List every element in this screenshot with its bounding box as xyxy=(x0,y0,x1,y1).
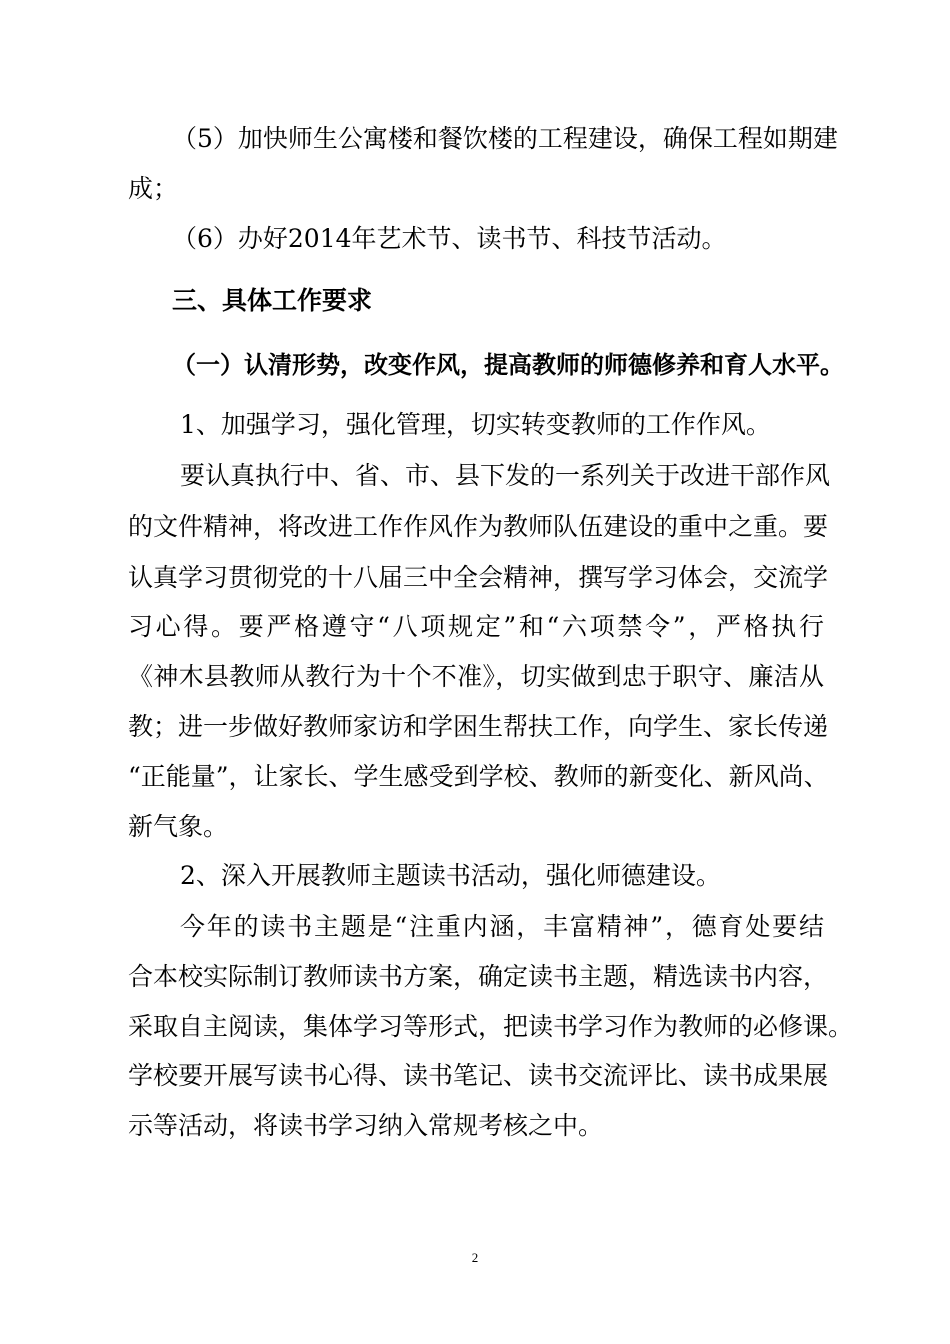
point-2-body-line: 学校要开展写读书心得、读书笔记、读书交流评比、读书成果展 xyxy=(128,1061,829,1090)
point-1-body-line: “正能量”，让家长、学生感受到学校、教师的新变化、新风尚、 xyxy=(128,762,829,791)
point-1-body-line: 教；进一步做好教师家访和学困生帮扶工作，向学生、家长传递 xyxy=(128,712,829,741)
subsection-1-heading: （一）认清形势，改变作风，提高教师的师德修养和育人水平。 xyxy=(172,350,844,379)
point-1-body-line: 《神木县教师从教行为十个不准》，切实做到忠于职守、廉洁从 xyxy=(128,662,824,691)
point-2-heading: 2、深入开展教师主题读书活动，强化师德建设。 xyxy=(180,861,721,890)
section-3-heading: 三、具体工作要求 xyxy=(172,286,373,315)
item-5-line-1: （5）加快师生公寓楼和餐饮楼的工程建设，确保工程如期建 xyxy=(172,124,838,153)
point-1-body-line: 认真学习贯彻党的十八届三中全会精神，撰写学习体会，交流学 xyxy=(128,563,829,592)
page-number: 2 xyxy=(471,1250,479,1265)
point-1-body-line: 要认真执行中、省、市、县下发的一系列关于改进干部作风 xyxy=(180,461,831,490)
point-2-body-line: 合本校实际制订教师读书方案，确定读书主题，精选读书内容， xyxy=(128,962,829,991)
item-6: （6）办好2014年艺术节、读书节、科技节活动。 xyxy=(172,224,727,253)
item-5-line-2: 成； xyxy=(128,174,179,203)
point-1-body-line: 的文件精神，将改进工作作风作为教师队伍建设的重中之重。要 xyxy=(128,512,829,541)
point-2-body-line: 采取自主阅读，集体学习等形式，把读书学习作为教师的必修课。 xyxy=(128,1012,854,1041)
point-2-body-line: 今年的读书主题是“注重内涵，丰富精神”，德育处要结 xyxy=(180,912,824,941)
point-2-body-line: 示等活动，将读书学习纳入常规考核之中。 xyxy=(128,1111,604,1140)
point-1-body-line: 新气象。 xyxy=(128,812,229,841)
point-1-body-line: 习心得。要严格遵守“八项规定”和“六项禁令”，严格执行 xyxy=(128,612,824,641)
point-1-heading: 1、加强学习，强化管理，切实转变教师的工作作风。 xyxy=(180,410,771,439)
